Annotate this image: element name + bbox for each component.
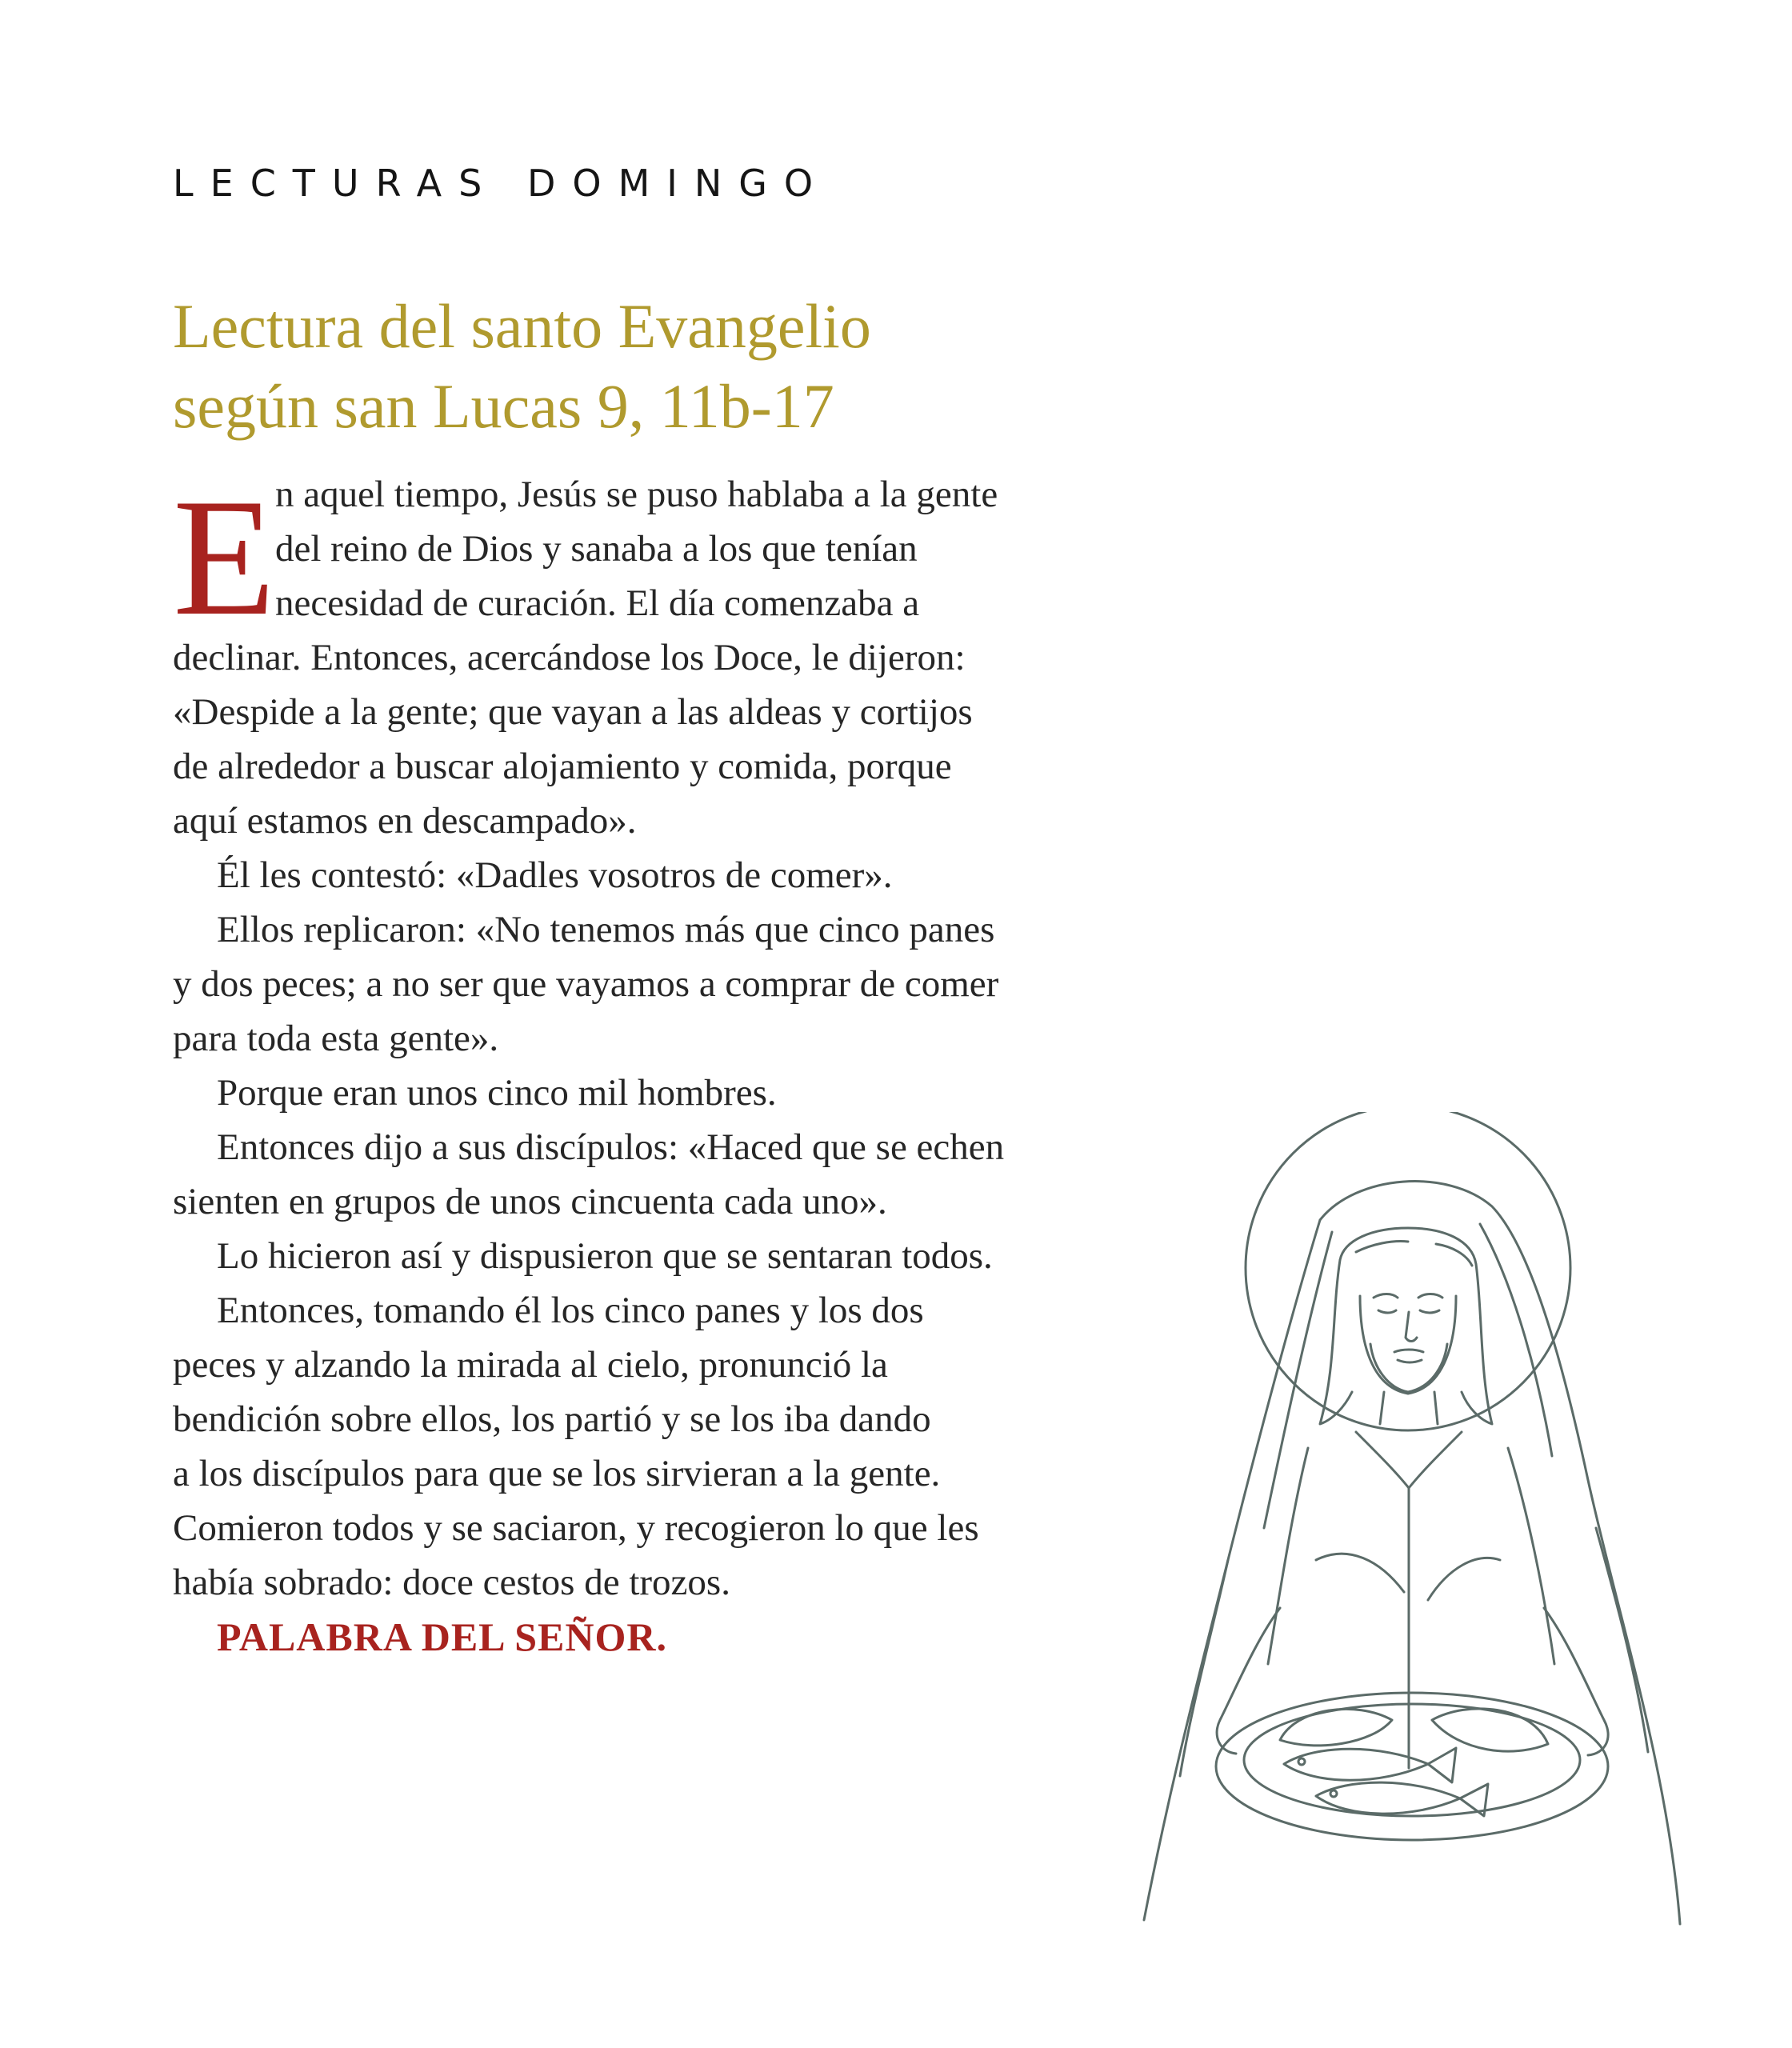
- nose: [1406, 1312, 1417, 1342]
- reading-line: bendición sobre ellos, los partió y se los iba dando: [173, 1398, 931, 1440]
- left-arm: [1217, 1608, 1280, 1754]
- reading-line: aquí estamos en descampado».: [173, 800, 637, 842]
- section-label: LECTURAS DOMINGO: [173, 162, 830, 205]
- christ-with-loaves-and-fishes-icon: [1116, 1112, 1724, 1944]
- reading-line: Entonces dijo a sus discípulos: «Haced que se echen: [217, 1126, 1005, 1168]
- right-arm: [1544, 1608, 1608, 1755]
- collar: [1356, 1432, 1462, 1488]
- drop-cap: E: [173, 465, 276, 650]
- reading-line: peces y alzando la mirada al cielo, pronunció la: [173, 1344, 888, 1386]
- loaf-left: [1280, 1709, 1392, 1746]
- reading-line: Él les contestó: «Dadles vosotros de comer».: [217, 854, 893, 896]
- eyebrows: [1374, 1294, 1442, 1298]
- fish-upper: [1284, 1748, 1456, 1782]
- reading-line: sienten en grupos de unos cincuenta cada uno».: [173, 1181, 887, 1222]
- closing-acclamation: PALABRA DEL SEÑOR.: [217, 1614, 668, 1659]
- reading-line: Lo hicieron así y dispusieron que se sentaran todos.: [217, 1235, 993, 1277]
- reading-line: había sobrado: doce cestos de trozos.: [173, 1562, 730, 1603]
- gospel-reading: [173, 467, 1157, 1664]
- fish-eye-lower: [1330, 1790, 1337, 1797]
- neck: [1380, 1392, 1438, 1424]
- hair-strands: [1356, 1242, 1472, 1266]
- plate-rim: [1216, 1693, 1608, 1840]
- reading-line: Porque eran unos cinco mil hombres.: [217, 1072, 777, 1114]
- reading-title: [173, 286, 1213, 446]
- reading-line: y dos peces; a no ser que vayamos a comprar de comer: [173, 963, 999, 1005]
- reading-line: del reino de Dios y sanaba a los que tenían: [275, 528, 918, 570]
- reading-line: necesidad de curación. El día comenzaba a: [275, 582, 920, 624]
- title-line-1: Lectura del santo Evangelio: [173, 291, 871, 361]
- robe-sides: [1268, 1448, 1554, 1664]
- mantle-left-outer: [1144, 1220, 1320, 1920]
- reading-line: «Despide a la gente; que vayan a las aldeas y cortijos: [173, 691, 973, 733]
- reading-line: para toda esta gente».: [173, 1018, 499, 1059]
- mouth-mustache: [1394, 1350, 1423, 1362]
- title-line-2: según san Lucas 9, 11b-17: [173, 371, 834, 441]
- fish-eye-upper: [1298, 1758, 1305, 1765]
- beard: [1370, 1344, 1447, 1392]
- loaf-right: [1432, 1709, 1548, 1751]
- reading-line: n aquel tiempo, Jesús se puso hablaba a la gente: [275, 474, 998, 515]
- hair-left: [1320, 1260, 1352, 1424]
- reading-line: de alrededor a buscar alojamiento y comida, porque: [173, 746, 952, 787]
- face-outline: [1360, 1296, 1456, 1394]
- reading-line: a los discípulos para que se los sirvieran a la gente.: [173, 1453, 941, 1494]
- reading-line: Comieron todos y se saciaron, y recogieron lo que les: [173, 1507, 979, 1549]
- reading-line: Ellos replicaron: «No tenemos más que cinco panes: [217, 909, 995, 950]
- reading-line: declinar. Entonces, acercándose los Doce, le dijeron:: [173, 637, 966, 678]
- reading-line: Entonces, tomando él los cinco panes y los dos: [217, 1290, 924, 1331]
